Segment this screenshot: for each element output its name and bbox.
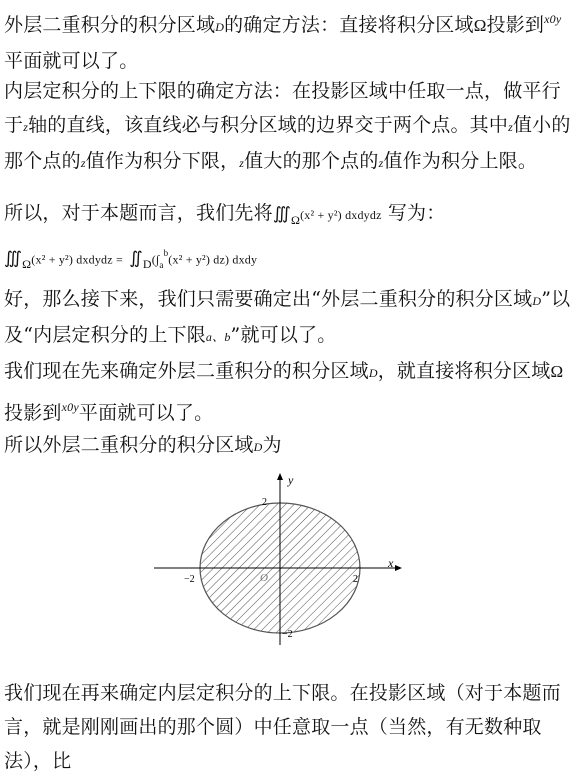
tick-label-left: −2 (184, 574, 195, 585)
paragraph-determine-inner-limits: 我们现在再来确定内层定积分的上下限。在投影区域（对于本题而言，就是刚刚画出的那个圆）中任意取一点（当然，有无数种取法），比 (4, 682, 561, 772)
x-axis-arrow-icon (395, 565, 402, 571)
origin-label: O (260, 572, 268, 584)
triple-integral-sign: ∭ (4, 248, 23, 268)
symbol-z: z (378, 156, 384, 170)
equation-triple-to-iterated: $∭_\Omega(x^2 + y^2)$ dxdydz = $∬_D(\int_a^b(x^2 + y^2)$ dz) dxdy (4, 248, 258, 272)
symbol-omega: Ω (550, 362, 564, 381)
tick-label-right: 2 (353, 574, 358, 585)
paragraph-next-steps: 好，那么接下来，我们只需要确定出“外层二重积分的积分区域D”以及“内层定积分的上下限a、b”就可以了。 (4, 288, 571, 346)
lower-limit: a (159, 260, 164, 271)
double-integral-sign: ∬ (129, 248, 143, 268)
y-axis-arrow-icon (277, 473, 283, 480)
symbol-z: z (23, 120, 29, 134)
region-D-figure (150, 470, 410, 650)
x-axis-label: x (388, 556, 394, 570)
symbol-z: z (508, 120, 513, 134)
symbol-z: z (239, 156, 245, 170)
symbol-D: D (215, 20, 225, 34)
symbol-xoy: x0y (61, 400, 79, 414)
tick-label-bottom: −2 (282, 629, 293, 640)
symbol-D: D (532, 294, 542, 308)
triple-integral-sign: ∭ (272, 204, 291, 223)
tick-label-top: 2 (262, 497, 267, 508)
paragraph-region-is: 所以外层二重积分的积分区域D为 (4, 434, 282, 456)
upper-limit: b (163, 248, 169, 258)
symbol-a-b: a、b (205, 330, 231, 344)
symbol-D: D (368, 366, 378, 380)
symbol-xoy: x0y (544, 12, 562, 26)
paragraph-inner-limits-method: 内层定积分的上下限的确定方法：在投影区域中任取一点，做平行于z轴的直线，该直线必与积分区域的边界交于两个点。其中z值小的那个点的z值作为积分下限，z值大的那个点的z值作为积分上限。 (4, 80, 571, 172)
symbol-omega: Ω (473, 16, 487, 35)
paragraph-outer-region-method: 外层二重积分的积分区域D的确定方法：直接将积分区域Ω投影到$^{x0y}$平面就可以了。 (4, 12, 562, 72)
symbol-D: D (253, 440, 263, 454)
integrand: (x² + y²) dxdydz (300, 208, 382, 222)
symbol-z: z (80, 156, 86, 170)
integral-region-omega: Ω (290, 212, 301, 227)
paragraph-determine-outer-region: 我们现在先来确定外层二重积分的积分区域D，就直接将积分区域Ω投影到$^{x0y}$平面就可以了。 (4, 360, 564, 424)
y-axis-label: y (288, 473, 294, 487)
paragraph-rewrite-intro: 所以，对于本题而言，我们先将$∭_\Omega(x^2 + y^2)$ dxdydz 写为： (4, 202, 446, 227)
